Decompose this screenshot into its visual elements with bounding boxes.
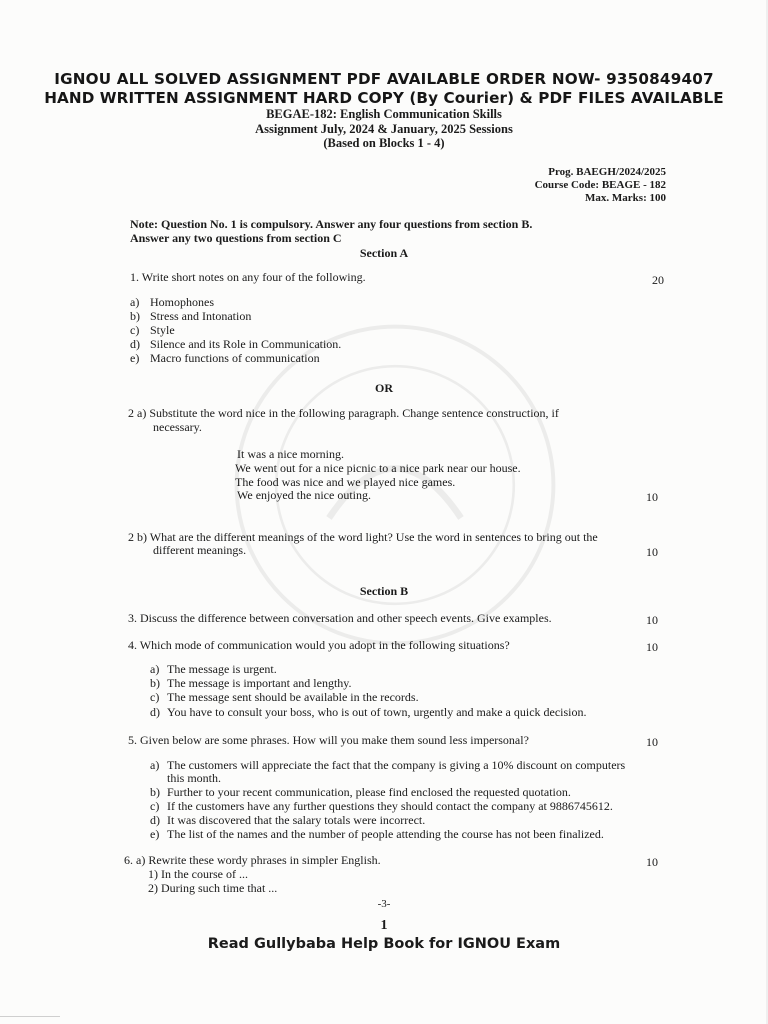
question-2a-marks: 10	[646, 490, 658, 504]
q5-item-text: Further to your recent communication, please find enclosed the requested quotation.	[167, 785, 571, 799]
question-5: 5. Given below are some phrases. How will you make them sound less impersonal?	[128, 733, 529, 747]
q1-item-label: a)	[130, 295, 140, 309]
q5-item-label: d)	[150, 813, 160, 827]
q4-item-label: b)	[150, 676, 160, 690]
question-2b-cont: different meanings.	[153, 543, 247, 557]
q6-item: 2) During such time that ...	[148, 881, 278, 895]
q1-item-label: b)	[130, 309, 140, 323]
question-2b: 2 b) What are the different meanings of the word light? Use the word in sentences to bring out the	[128, 530, 598, 544]
q5-item-label: e)	[150, 827, 160, 841]
banner-line-1: IGNOU ALL SOLVED ASSIGNMENT PDF AVAILABLE ORDER NOW- 9350849407	[54, 70, 714, 88]
q5-item-text: The list of the names and the number of people attending the course has not been finalized.	[167, 827, 604, 841]
q1-item-label: e)	[130, 351, 140, 365]
q5-item-text: It was discovered that the salary totals were incorrect.	[167, 813, 426, 827]
question-2a-cont: necessary.	[153, 420, 202, 434]
q4-item-text: The message sent should be available in the records.	[167, 690, 419, 704]
q1-item-label: d)	[130, 337, 140, 351]
q4-item-label: a)	[150, 662, 160, 676]
q1-item-label: c)	[130, 323, 140, 337]
question-2b-marks: 10	[646, 545, 658, 559]
q1-item-text: Style	[150, 323, 175, 337]
or-separator: OR	[375, 381, 393, 395]
session-title: Assignment July, 2024 & January, 2025 Sessions	[255, 122, 513, 136]
question-4: 4. Which mode of communication would you adopt in the following situations?	[128, 638, 510, 652]
question-2a: 2 a) Substitute the word nice in the following paragraph. Change sentence construction, if	[128, 406, 559, 420]
q5-item-label: c)	[150, 799, 160, 813]
footer-promo: Read Gullybaba Help Book for IGNOU Exam	[207, 936, 561, 952]
note-line-2: Answer any two questions from section C	[130, 231, 342, 245]
question-6a: 6. a) Rewrite these wordy phrases in simpler English.	[124, 853, 381, 867]
question-1-marks: 20	[652, 273, 664, 287]
q1-item-text: Silence and its Role in Communication.	[150, 337, 342, 351]
q1-item-text: Macro functions of communication	[150, 351, 320, 365]
q5-item-label: b)	[150, 785, 160, 799]
question-1: 1. Write short notes on any four of the following.	[130, 270, 366, 284]
programme-code: Prog. BAEGH/2024/2025	[548, 166, 666, 178]
paragraph-line: It was a nice morning.	[237, 447, 344, 461]
course-title: BEGAE-182: English Communication Skills	[266, 107, 502, 121]
page-mark: 1	[380, 918, 388, 933]
q5-item-text: If the customers have any further questions they should contact the company at 9886745612.	[167, 799, 613, 813]
q1-item-text: Homophones	[150, 295, 214, 309]
max-marks: Max. Marks: 100	[585, 192, 666, 204]
question-3-marks: 10	[646, 613, 658, 627]
q4-item-label: d)	[150, 705, 160, 719]
question-3: 3. Discuss the difference between conversation and other speech events. Give examples.	[128, 611, 552, 625]
page-number: -3-	[377, 898, 391, 910]
paragraph-line: We enjoyed the nice outing.	[237, 488, 371, 502]
course-code: Course Code: BEAGE - 182	[534, 179, 666, 191]
q1-item-text: Stress and Intonation	[150, 309, 252, 323]
section-a-title: Section A	[359, 246, 409, 260]
scan-artifact-line	[0, 1016, 60, 1017]
q4-item-label: c)	[150, 690, 160, 704]
q4-item-text: You have to consult your boss, who is out of town, urgently and make a quick decision.	[167, 705, 587, 719]
paragraph-line: We went out for a nice picnic to a nice park near our house.	[235, 461, 521, 475]
paragraph-line: The food was nice and we played nice games.	[235, 475, 456, 489]
question-5-marks: 10	[646, 735, 658, 749]
q4-item-text: The message is urgent.	[167, 662, 277, 676]
q5-item-text-cont: this month.	[167, 771, 222, 785]
q5-item-label: a)	[150, 758, 160, 772]
question-4-marks: 10	[646, 640, 658, 654]
q5-item-text: The customers will appreciate the fact that the company is giving a 10% discount on computers	[167, 758, 626, 772]
banner-line-2: HAND WRITTEN ASSIGNMENT HARD COPY (By Courier) & PDF FILES AVAILABLE	[44, 89, 724, 107]
section-b-title: Section B	[359, 584, 409, 598]
q6-item: 1) In the course of ...	[148, 867, 248, 881]
note-line-1: Note: Question No. 1 is compulsory. Answer any four questions from section B.	[130, 217, 533, 231]
blocks-note: (Based on Blocks 1 - 4)	[323, 136, 445, 150]
question-6a-marks: 10	[646, 855, 658, 869]
q4-item-text: The message is important and lengthy.	[167, 676, 352, 690]
